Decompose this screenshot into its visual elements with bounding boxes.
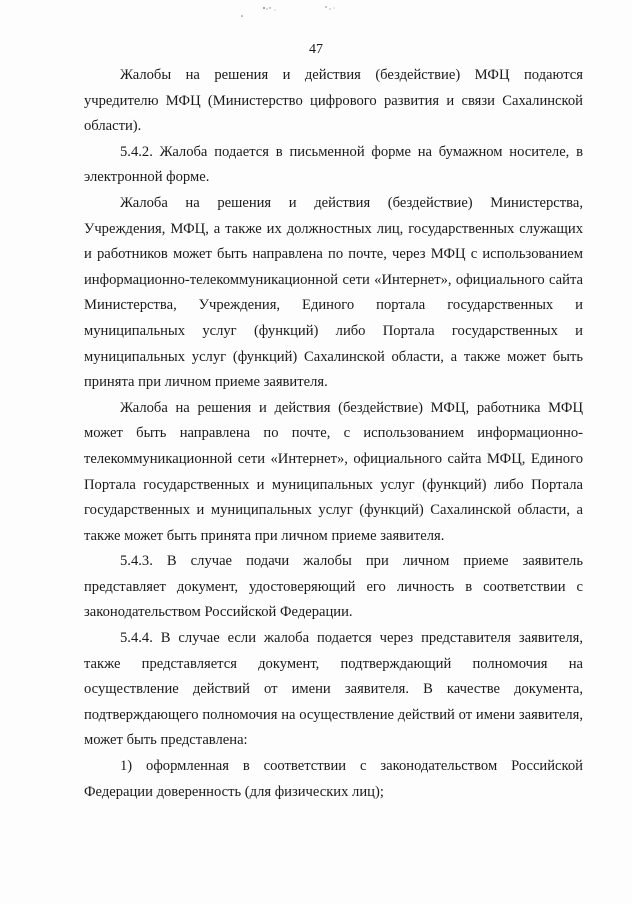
paragraph-5-4-3: 5.4.3. В случае подачи жалобы при личном приеме заявитель представляет документ, удостоверяющий его личность в соответствии с законодательством Российской Федерации. — [84, 553, 583, 621]
paragraph-list-item-1: 1) оформленная в соответствии с законодательством Российской Федерации доверенность (для физических лиц); — [84, 758, 583, 800]
document-body — [84, 63, 583, 805]
page-number: 47 — [309, 42, 323, 57]
paragraph-ministry-complaints: Жалоба на решения и действия (бездействие) Министерства, Учреждения, МФЦ, а также их должностных лиц, государственных служащих и работников может быть направлена по почте, через МФЦ с использованием информационно-телекоммуникационной сети «Интернет», официального сайта Министерства, Учреждения, Единого портала государственных и муниципальных услуг (функций) либо Портала государственных и муниципальных услуг (функций) Сахалинской области, а также может быть принята при личном приеме заявителя. — [84, 194, 583, 391]
paragraph-mfc-worker-complaints: Жалоба на решения и действия (бездействие) МФЦ, работника МФЦ может быть направлена по почте, с использованием информационно-телекоммуникационной сети «Интернет», официального сайта МФЦ, Единого Портала государственных и муниципальных услуг (функций) либо Портала государственных и муниципальных услуг (функций) Сахалинской области, а также может быть принята при личном приеме заявителя. — [84, 399, 583, 544]
paragraph-5-4-2: 5.4.2. Жалоба подается в письменной форме на бумажном носителе, в электронной форме. — [84, 143, 583, 186]
scan-artifact-marks — [230, 2, 370, 22]
paragraph-mfc-complaints: Жалобы на решения и действия (бездействие) МФЦ подаются учредителю МФЦ (Министерство цифрового развития и связи Сахалинской области). — [84, 67, 583, 135]
paragraph-5-4-4: 5.4.4. В случае если жалоба подается через представителя заявителя, также представляется документ, подтверждающий полномочия на осуществление действий от имени заявителя. В качестве документа, подтверждающего полномочия на осуществление действий от имени заявителя, может быть представлена: — [84, 630, 583, 749]
